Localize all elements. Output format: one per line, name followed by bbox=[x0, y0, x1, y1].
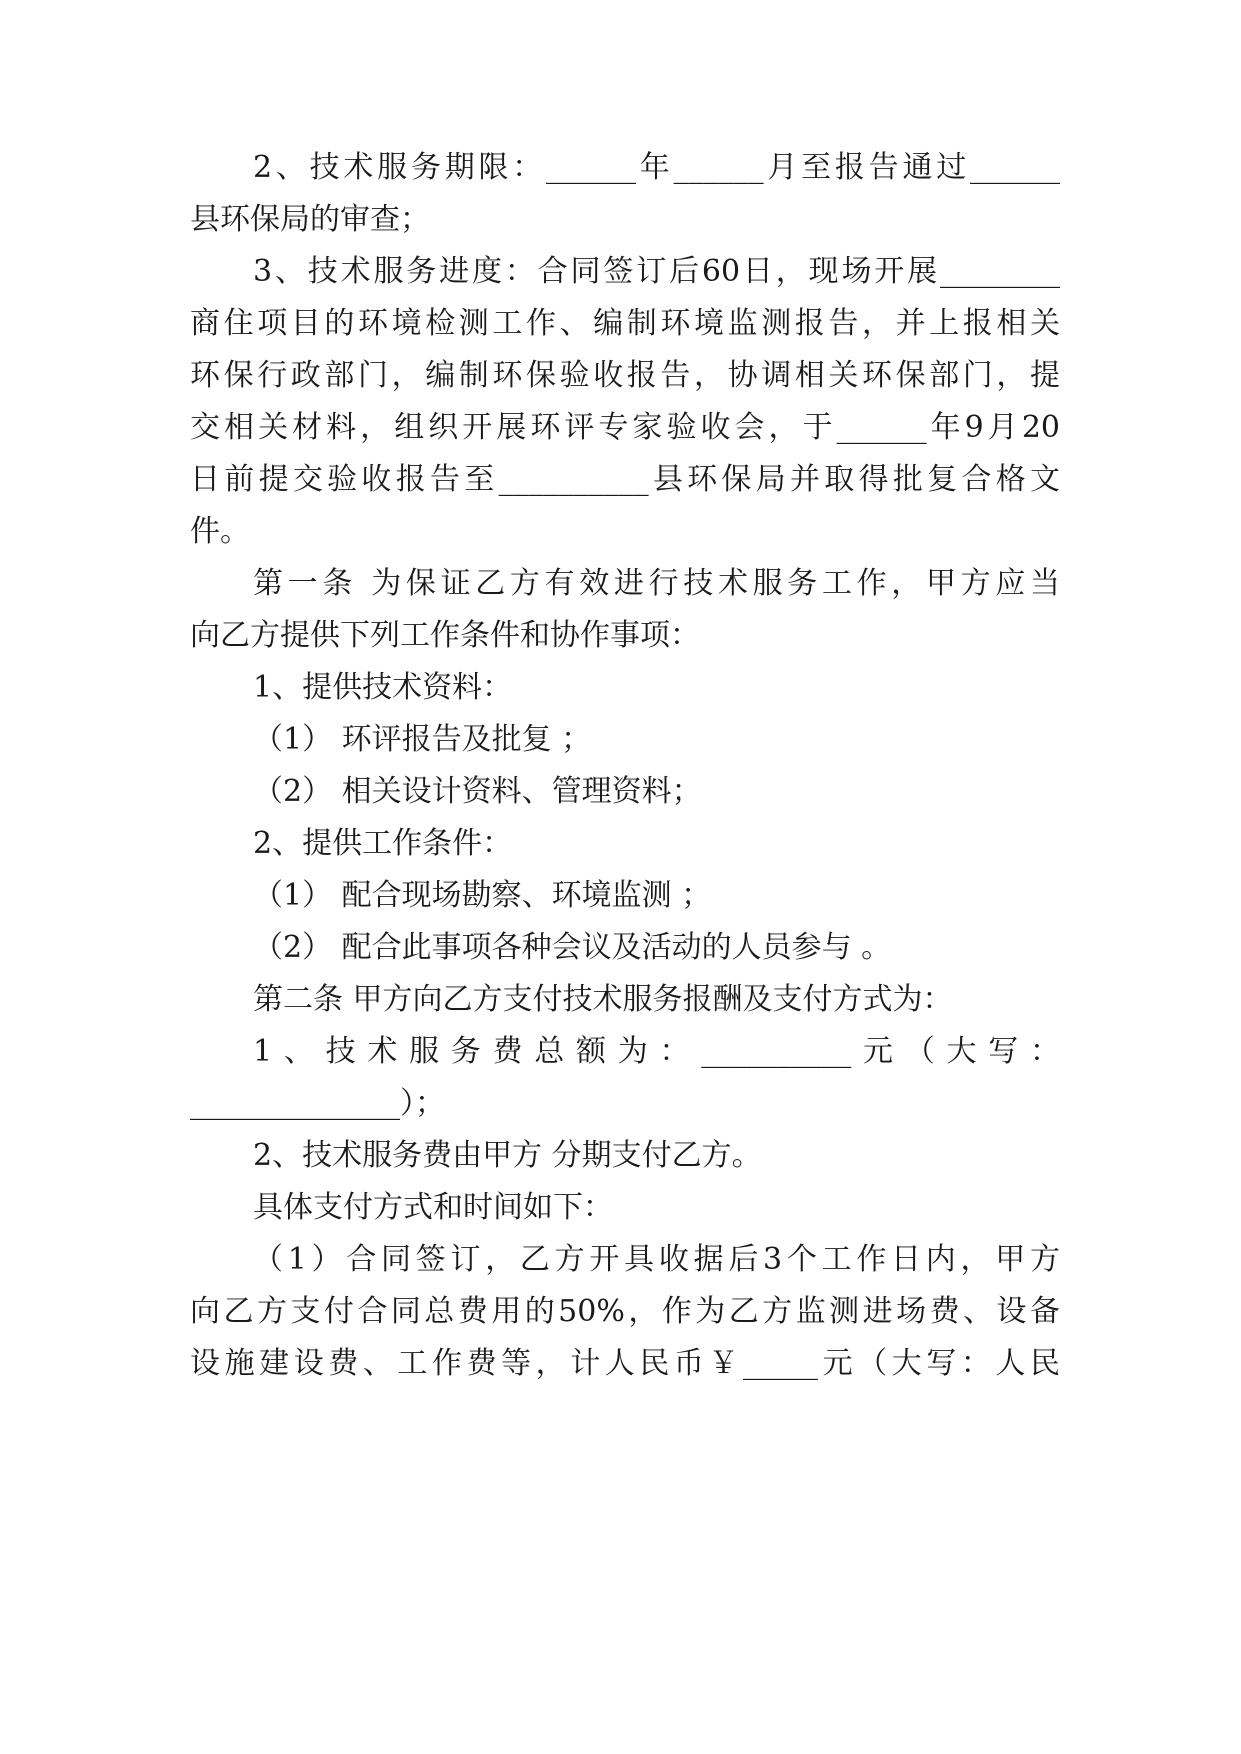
line-provide-conditions: 2、提供工作条件： bbox=[253, 826, 513, 861]
line-condition-2: （2） 配合此事项各种会议及活动的人员参与 。 bbox=[253, 930, 892, 965]
line-progress-cont-1: 商住项目的环境检测工作、编制环境监测报告，并上报相关 bbox=[190, 306, 1060, 341]
line-condition-1: （1） 配合现场勘察、环境监测 ； bbox=[253, 878, 712, 913]
line-article-1-cont: 向乙方提供下列工作条件和协作事项： bbox=[190, 618, 700, 653]
line-article-1: 第一条 为保证乙方有效进行技术服务工作，甲方应当 bbox=[253, 566, 1060, 601]
line-progress-end: 件。 bbox=[190, 514, 250, 549]
line-article-2: 第二条 甲方向乙方支付技术服务报酬及支付方式为： bbox=[253, 982, 953, 1017]
line-material-2: （2） 相关设计资料、管理资料； bbox=[253, 774, 702, 809]
line-payment-1-cont-2: 设施建设费、工作费等，计人民币￥_____元（大写：人民 bbox=[190, 1346, 1060, 1381]
line-installment: 2、技术服务费由甲方 分期支付乙方。 bbox=[253, 1138, 762, 1173]
line-progress-cont-2: 环保行政部门，编制环保验收报告，协调相关环保部门，提 bbox=[190, 358, 1060, 393]
line-provide-materials: 1、提供技术资料： bbox=[253, 670, 513, 705]
line-material-1: （1） 环评报告及批复 ； bbox=[253, 722, 592, 757]
line-progress-cont-4: 日前提交验收报告至__________县环保局并取得批复合格文 bbox=[190, 462, 1060, 497]
line-fee-total-cont: ______________）； bbox=[190, 1086, 445, 1121]
line-payment-1-cont-1: 向乙方支付合同总费用的50%，作为乙方监测进场费、设备 bbox=[190, 1294, 1060, 1329]
line-progress-cont-3: 交相关材料，组织开展环评专家验收会，于______年9月20 bbox=[190, 410, 1060, 445]
line-payment-method: 具体支付方式和时间如下： bbox=[253, 1190, 613, 1225]
line-review: 县环保局的审查； bbox=[190, 202, 430, 237]
line-fee-total: 1、技术服务费总额为：__________元（大写： bbox=[253, 1034, 1060, 1069]
line-payment-1: （1）合同签订，乙方开具收据后3个工作日内，甲方 bbox=[253, 1242, 1060, 1277]
line-service-period: 2、技术服务期限：______年______月至报告通过______ bbox=[253, 150, 1060, 185]
line-service-progress: 3、技术服务进度：合同签订后60日，现场开展________ bbox=[253, 254, 1060, 289]
